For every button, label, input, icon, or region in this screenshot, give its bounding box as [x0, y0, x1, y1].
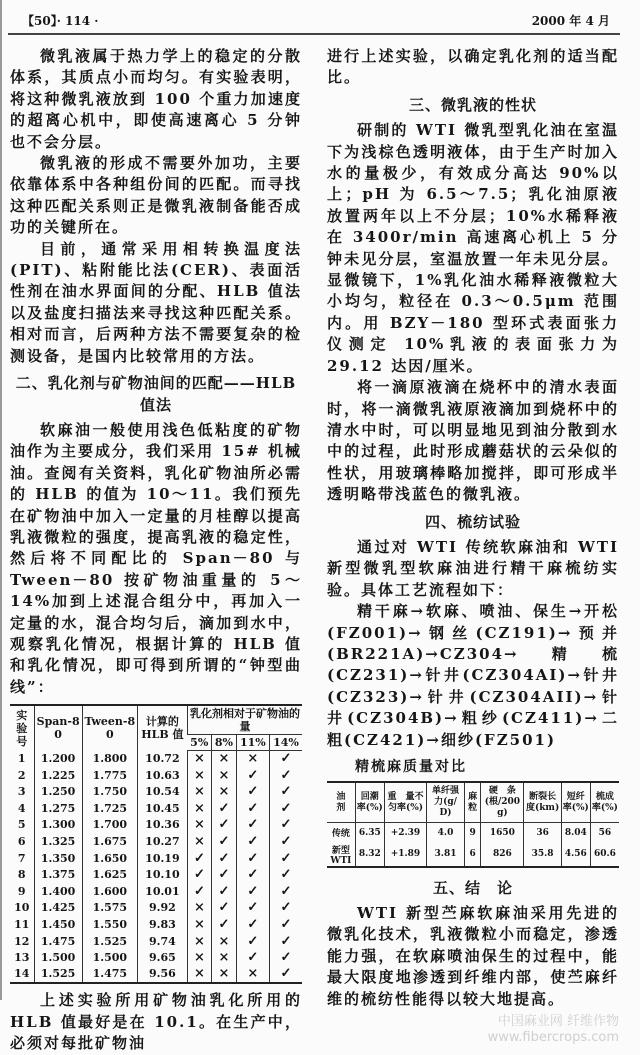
table-cell: 10.63	[137, 767, 187, 784]
section-heading-2: 二、乳化剂与矿物油间的匹配——HLB 值法	[15, 374, 297, 414]
table-cell: 10	[14, 901, 30, 915]
result-mark: ×	[212, 751, 237, 768]
table-cell: 5	[17, 818, 26, 832]
result-mark: ✓	[212, 867, 237, 884]
quality-table	[327, 781, 619, 868]
table-cell: 1.475	[82, 966, 137, 983]
section-heading-3: 三、微乳液的性状	[408, 95, 537, 114]
table-cell: 1.775	[82, 767, 137, 784]
table-row	[327, 823, 619, 843]
table-cell: 35.8	[524, 843, 561, 867]
col-header-group: 乳化剂相对于矿物油的量	[187, 705, 302, 735]
result-mark: ✓	[212, 850, 237, 867]
table-cell: 9.83	[137, 917, 187, 934]
table-cell: 826	[481, 843, 524, 867]
table-cell: 1.425	[34, 900, 82, 917]
page-number: 【50】· 114 ·	[22, 14, 99, 28]
table-cell: 10.01	[137, 883, 187, 900]
table-cell: 56	[590, 823, 619, 843]
col-header: 麻粒	[464, 782, 480, 823]
col-header-no: 实验号	[16, 708, 28, 748]
table-cell: 10.36	[137, 817, 187, 834]
result-mark: ✓	[269, 834, 302, 851]
result-mark: ✓	[269, 950, 302, 967]
result-mark: ✓	[269, 966, 302, 983]
table-row	[327, 843, 619, 867]
table-cell: 8.32	[355, 843, 384, 867]
table-caption: 精梳麻质量对比	[355, 759, 467, 775]
paragraph: 软麻油一般使用浅色低粘度的矿物油作为主要成分，我们采用 15# 机械油。查阅有关资料，乳化矿物油所必需的 HLB 的值为 10～11。我们预先在矿物油中加入一定量的月桂醇以提高乳液微粒的强度，提高乳液的稳定性，然后将不同配比的 Span－80 与 Tween－80 按矿物油重量的 5～14%加到上述混合组分中，再加入一定量的水，混合均匀后，滴加到水中，观察乳化情况，根据计算的 HLB 值和乳化情况，即可得到所谓的“钟型曲线”：	[10, 420, 302, 696]
table-cell: 10.27	[137, 834, 187, 851]
result-mark: ✓	[236, 883, 269, 900]
paragraph: WTI 新型苎麻软麻油采用先进的微乳化技术，乳液微粒小而稳定，渗透能力强，在软麻喷油保生的过程中，能最大限度地渗透到纤维内部，使苎麻纤维的梳纺性能得以较大地提高。	[327, 903, 619, 1008]
table-cell: 1.750	[82, 784, 137, 801]
table-cell: 1.225	[34, 767, 82, 784]
result-mark: ✓	[236, 817, 269, 834]
table-cell: 60.6	[590, 843, 619, 867]
paragraph: 研制的 WTI 微乳型乳化油在室温下为浅棕色透明液体，由于生产时加入水的量极少，有效成分高达 90%以上；pH 为 6.5～7.5；乳化油原液放置两年以上不分层；10%水稀释液在 3400r/min 高速离心机上 5 分钟未见分层，室温放置一年未见分层。显微镜下，1%乳化油水稀释液微粒大小均匀，粒径在 0.3～0.5μm 范围内。用 BZY－180 型环式表面张力仪测定 10%乳液的表面张力为 29.12 达因/厘米。	[327, 121, 619, 375]
result-mark: ✓	[269, 767, 302, 784]
result-mark: ✓	[269, 883, 302, 900]
table-cell: 1.525	[82, 933, 137, 950]
result-mark: ✓	[269, 900, 302, 917]
table-cell: 传统	[331, 829, 350, 840]
col-header: 回潮率(%)	[355, 782, 384, 823]
paragraph: 微乳液的形成不需要外加功，主要依靠体系中各种组份间的匹配。而寻找这种匹配关系则正是微乳液制备能否成功的关键所在。	[10, 154, 302, 237]
watermark-line: 中国麻业网 纤维作物	[497, 1013, 619, 1029]
table-row	[10, 966, 302, 983]
issue-date: 2000 年 4 月	[531, 14, 610, 28]
result-mark: ×	[187, 784, 211, 801]
table-row	[10, 867, 302, 884]
paragraph: 通过对 WTI 传统软麻油和 WTI 新型微乳型软麻油进行精干麻梳纺实验。具体工艺流程如下：	[327, 537, 619, 599]
table-cell: 1.675	[82, 834, 137, 851]
table-cell: 36	[524, 823, 561, 843]
section-heading-4: 四、梳纺试验	[424, 512, 521, 531]
table-cell: 9.74	[137, 933, 187, 950]
col-header: 单纤强力(g/D)	[427, 782, 465, 823]
paragraph: 将一滴原液滴在烧杯中的清水表面时，将一滴微乳液原液滴加到烧杯中的清水中时，可以明显地见到油分散到水中的过程，此时形成蘑菇状的云朵似的性状，用玻璃棒略加搅拌，即可形成半透明略带浅蓝色的微乳液。	[327, 378, 619, 504]
col-header: 梳成率(%)	[590, 782, 619, 823]
table-cell: +1.89	[384, 843, 426, 867]
watermark	[327, 1014, 619, 1046]
table-cell: 新型 WTI	[330, 845, 352, 866]
result-mark: ×	[187, 800, 211, 817]
hlb-table	[10, 704, 302, 984]
col-header: 硬 条(根/200g)	[481, 782, 524, 823]
result-mark: ×	[187, 933, 211, 950]
result-mark: ✓	[212, 800, 237, 817]
table-cell: 9.56	[137, 966, 187, 983]
table-cell: 8	[17, 868, 26, 882]
result-mark: ✓	[236, 900, 269, 917]
table-cell: +2.39	[384, 823, 426, 843]
table-row	[10, 767, 302, 784]
header-rule	[8, 33, 620, 35]
table-cell: 1.600	[82, 883, 137, 900]
table-cell: 10.45	[137, 800, 187, 817]
table-cell: 10.54	[137, 784, 187, 801]
table-cell: 1.325	[34, 834, 82, 851]
paragraph: 进行上述实验，以确定乳化剂的适当配比。	[327, 47, 619, 87]
result-mark: ✓	[236, 867, 269, 884]
table-cell: 1.800	[82, 751, 137, 768]
result-mark: ✓	[212, 817, 237, 834]
table-cell: 4.0	[427, 823, 465, 843]
table-cell: 1.450	[34, 917, 82, 934]
result-mark: ✓	[269, 751, 302, 768]
table-cell: 6	[17, 834, 26, 848]
table-cell: 2	[17, 768, 26, 782]
result-mark: ×	[187, 767, 211, 784]
table-row	[10, 751, 302, 768]
table-cell: 12	[14, 934, 30, 948]
result-mark: ✓	[212, 900, 237, 917]
result-mark: ✓	[236, 917, 269, 934]
table-cell: 7	[17, 851, 26, 865]
table-cell: 10.72	[137, 751, 187, 768]
result-mark: ✓	[269, 917, 302, 934]
result-mark: ×	[236, 751, 269, 768]
table-cell: 3	[17, 785, 26, 799]
table-cell: 1.625	[82, 867, 137, 884]
table-row	[10, 784, 302, 801]
result-mark: ✓	[236, 850, 269, 867]
table-cell: 4.56	[561, 843, 590, 867]
table-row	[10, 800, 302, 817]
result-mark: ✓	[187, 883, 211, 900]
result-mark: ×	[187, 817, 211, 834]
table-cell: 1.525	[34, 966, 82, 983]
table-cell: 1.650	[82, 850, 137, 867]
result-mark: ×	[187, 751, 211, 768]
table-cell: 1	[17, 751, 26, 765]
paragraph: 微乳液属于热力学上的稳定的分散体系，其质点小而均匀。有实验表明，将这种微乳液放到 100 个重力加速度的超离心机中，即使高速离心 5 分钟也不会分层。	[10, 47, 302, 151]
col-header-hlb: 计算的 HLB 值	[137, 705, 187, 751]
result-mark: ✓	[187, 850, 211, 867]
col-header: 油 剂	[327, 782, 355, 823]
col-header-span: Span-80	[34, 705, 82, 751]
section-heading-5: 五、结 论	[432, 878, 513, 897]
result-mark: ✓	[212, 834, 237, 851]
table-row	[10, 850, 302, 867]
table-cell: 1.725	[82, 800, 137, 817]
table-cell: 1.300	[34, 817, 82, 834]
table-cell: 1.200	[34, 751, 82, 768]
table-cell: 10.10	[137, 867, 187, 884]
result-mark: ✓	[212, 883, 237, 900]
table-row	[10, 900, 302, 917]
result-mark: ✓	[187, 867, 211, 884]
table-cell: 1.250	[34, 784, 82, 801]
result-mark: ×	[212, 966, 237, 983]
result-mark: ✓	[236, 784, 269, 801]
table-cell: 1650	[481, 823, 524, 843]
result-mark: ✓	[236, 767, 269, 784]
paragraph: 目前，通常采用相转换温度法(PIT)、粘附能比法(CER)、表面活性剂在油水界面间的分配、HLB 值法以及盐度扫描法来寻找这种匹配关系。相对而言，后两种方法不需要复杂的检测设备，是国内比较常用的方法。	[10, 239, 302, 365]
result-mark: ✓	[269, 867, 302, 884]
table-cell: 9	[464, 823, 480, 843]
result-mark: ×	[187, 966, 211, 983]
table-cell: 1.375	[34, 867, 82, 884]
table-cell: 9	[17, 884, 26, 898]
col-header-pct: 8%	[212, 735, 237, 751]
result-mark: ✓	[236, 950, 269, 967]
col-header-pct: 11%	[236, 735, 269, 751]
result-mark: ×	[236, 966, 269, 983]
table-row	[10, 817, 302, 834]
table-cell: 6.35	[355, 823, 384, 843]
table-cell: 11	[14, 917, 30, 931]
table-row	[10, 933, 302, 950]
table-cell: 1.275	[34, 800, 82, 817]
result-mark: ×	[212, 767, 237, 784]
result-mark: ×	[212, 950, 237, 967]
col-header-pct: 5%	[187, 735, 211, 751]
col-header-tween: Tween-80	[82, 705, 137, 751]
table-cell: 9.65	[137, 950, 187, 967]
right-column	[327, 46, 619, 1046]
table-cell: 13	[14, 951, 30, 965]
table-cell: 4	[17, 801, 26, 815]
result-mark: ✓	[236, 834, 269, 851]
result-mark: ×	[187, 950, 211, 967]
page-border	[0, 0, 2, 1000]
left-column	[10, 46, 302, 1055]
result-mark: ×	[212, 933, 237, 950]
table-cell: 1.575	[82, 900, 137, 917]
result-mark: ✓	[236, 800, 269, 817]
result-mark: ✓	[269, 933, 302, 950]
col-header: 断裂长度(km)	[524, 782, 561, 823]
col-header-pct: 14%	[269, 735, 302, 751]
table-cell: 1.475	[34, 933, 82, 950]
result-mark: ✓	[269, 850, 302, 867]
result-mark: ×	[187, 900, 211, 917]
table-cell: 8.04	[561, 823, 590, 843]
result-mark: ✓	[212, 917, 237, 934]
table-row	[10, 917, 302, 934]
table-cell: 1.400	[34, 883, 82, 900]
table-row	[10, 834, 302, 851]
process-flow: 精干麻→软麻、喷油、保生→开松(FZ001)→钢丝(CZ191)→预并(BR221A)→CZ304→精梳(CZ231)→针井(CZ304AI)→针井(CZ323)→针井(CZ304AII)→针井(CZ304B)→粗纱(CZ411)→二粗(CZ421)→细纱(FZ501)	[327, 602, 619, 749]
table-cell: 1.500	[34, 950, 82, 967]
result-mark: ✓	[236, 933, 269, 950]
table-cell: 14	[14, 967, 30, 981]
result-mark: ✓	[269, 800, 302, 817]
result-mark: ×	[187, 917, 211, 934]
table-cell: 1.550	[82, 917, 137, 934]
result-mark: ✓	[269, 784, 302, 801]
paragraph: 上述实验所用矿物油乳化所用的 HLB 值最好是在 10.1。在生产中，必须对每批矿物油	[10, 991, 302, 1053]
result-mark: ✓	[269, 817, 302, 834]
col-header: 短纤率(%)	[561, 782, 590, 823]
watermark-url: www.fibercrops.com	[487, 1029, 619, 1045]
table-cell: 10.19	[137, 850, 187, 867]
table-row	[10, 883, 302, 900]
result-mark: ×	[212, 784, 237, 801]
col-header: 重 量不匀率(%)	[384, 782, 426, 823]
result-mark: ×	[187, 834, 211, 851]
table-cell: 9.92	[137, 900, 187, 917]
table-cell: 3.81	[427, 843, 465, 867]
table-row	[10, 950, 302, 967]
table-cell: 1.500	[82, 950, 137, 967]
table-cell: 1.350	[34, 850, 82, 867]
table-cell: 1.700	[82, 817, 137, 834]
table-cell: 6	[464, 843, 480, 867]
